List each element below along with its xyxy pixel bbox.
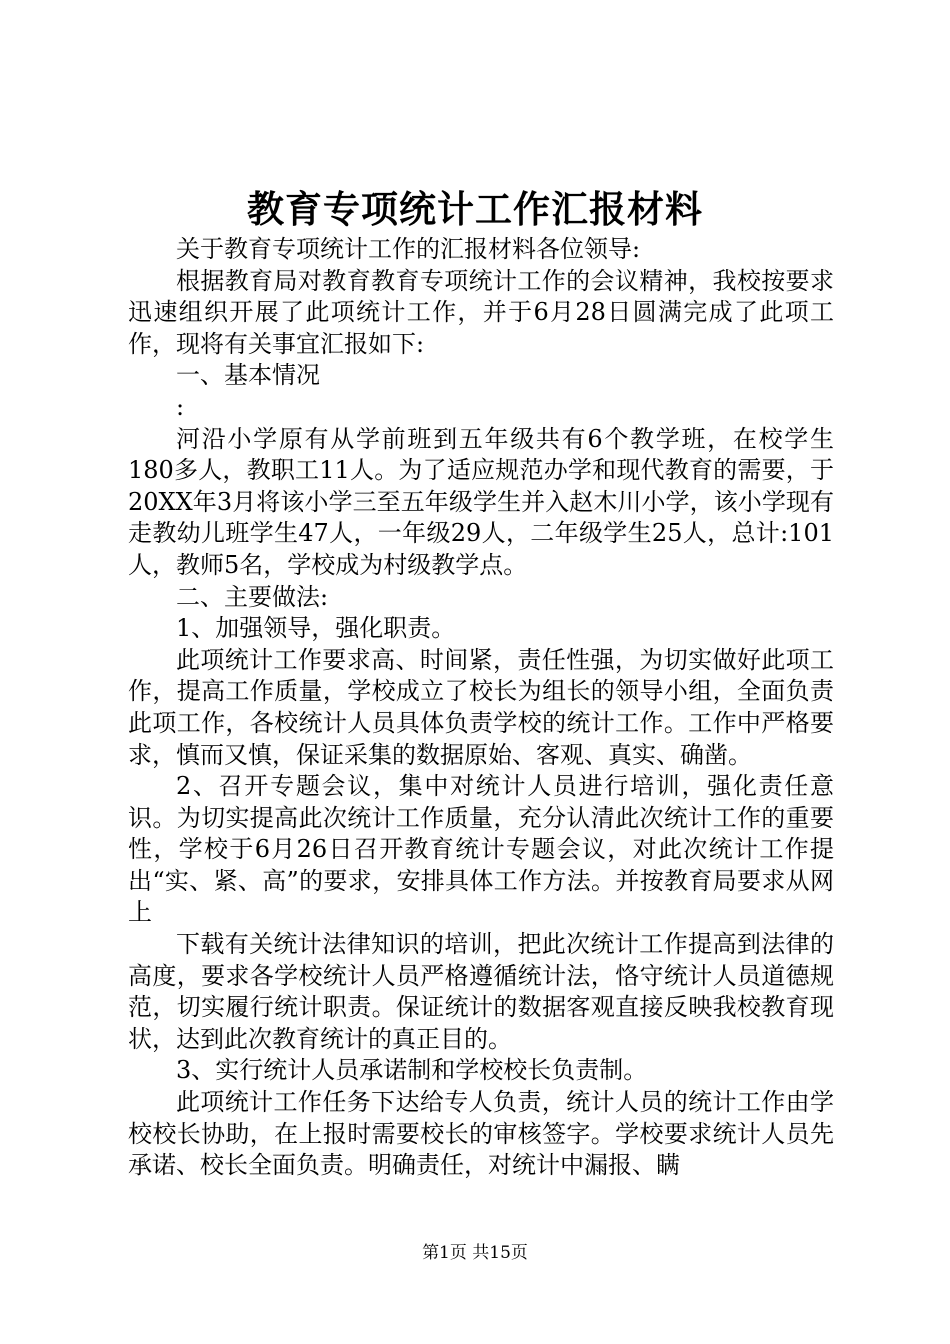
document-title: 教育专项统计工作汇报材料: [247, 187, 703, 231]
paragraph-intro: 根据教育局对教育教育专项统计工作的会议精神，我校按要求迅速组织开展了此项统计工作，并于6月28日圆满完成了此项工作，现将有关事宜汇报如下:: [128, 266, 834, 358]
paragraph-training: 下载有关统计法律知识的培训，把此次统计工作提高到法律的高度，要求各学校统计人员严格遵循统计法，恪守统计人员道德规范，切实履行统计职责。保证统计的数据客观直接反映我校教育现状，达到此次教育统计的真正目的。: [128, 930, 834, 1053]
paragraph-meeting: 2、召开专题会议，集中对统计人员进行培训，强化责任意识。为切实提高此次统计工作质量，充分认清此次统计工作的重要性，学校于6月26日召开教育统计专题会议，对此次统计工作提出“实、紧、高”的要求，安排具体工作方法。并按教育局要求从网上: [128, 772, 834, 927]
paragraph-colon: :: [176, 392, 185, 421]
subheading-responsibility: 3、实行统计人员承诺制和学校校长负责制。: [176, 1056, 648, 1085]
heading-basic-situation: 一、基本情况: [176, 361, 320, 390]
document-body: [128, 234, 834, 1182]
page-number: 第1页 共15页: [422, 1243, 528, 1263]
paragraph-greeting: 关于教育专项统计工作的汇报材料各位领导:: [176, 235, 641, 263]
paragraph-leadership: 此项统计工作要求高、时间紧，责任性强，为切实做好此项工作，提高工作质量，学校成立了校长为组长的领导小组，全面负责此项工作，各校统计人员具体负责学校的统计工作。工作中严格要求，慎而又慎，保证采集的数据原始、客观、真实、确凿。: [128, 645, 834, 769]
subheading-leadership: 1、加强领导，强化职责。: [176, 614, 456, 643]
paragraph-school-info: 河沿小学原有从学前班到五年级共有6个教学班，在校学生180多人，教职工11人。为了适应规范办学和现代教育的需要，于20XX年3月将该小学三至五年级学生并入赵木川小学，该小学现有走教幼儿班学生47人，一年级29人，二年级学生25人，总计:101人，教师5名，学校成为村级教学点。: [128, 424, 834, 579]
paragraph-responsibility: 此项统计工作任务下达给专人负责，统计人员的统计工作由学校校长协助，在上报时需要校长的审核签字。学校要求统计人员先承诺、校长全面负责。明确责任，对统计中漏报、瞒: [128, 1088, 834, 1180]
heading-main-practices: 二、主要做法:: [176, 582, 329, 611]
